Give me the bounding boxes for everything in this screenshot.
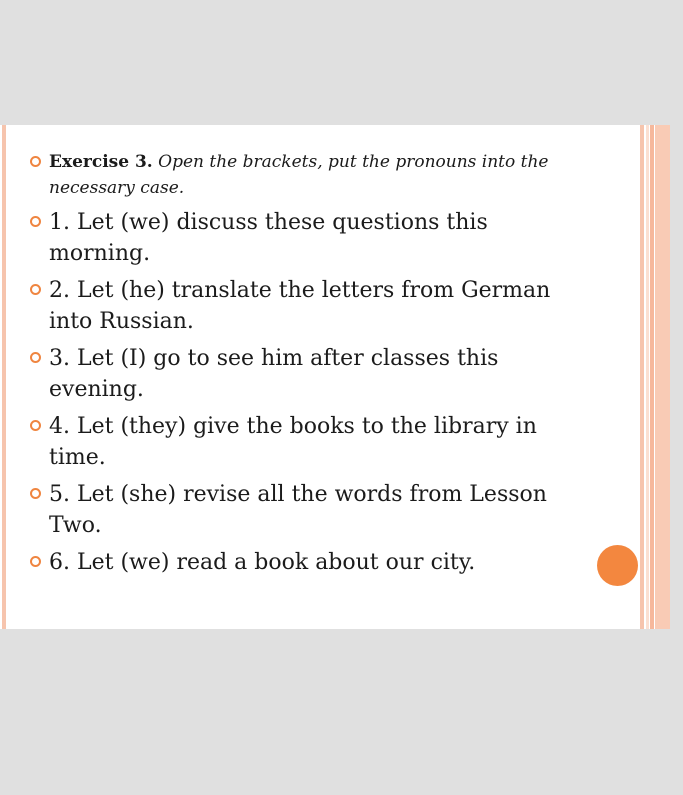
orange-circle-icon — [597, 545, 638, 586]
slide — [0, 125, 670, 629]
exercise-heading — [30, 149, 570, 201]
ring-bullet-icon — [30, 156, 41, 167]
list-item-text: 2. Let (he) translate the letters from German into Russian. — [49, 278, 551, 334]
left-accent-stripe — [2, 125, 6, 629]
list-item-text: 6. Let (we) read a book about our city. — [49, 550, 476, 575]
list-item-text: 3. Let (I) go to see him after classes this evening. — [49, 346, 499, 402]
right-accent-stripe — [640, 125, 644, 629]
ring-bullet-icon — [30, 556, 41, 567]
right-accent-band — [655, 125, 670, 629]
ring-bullet-icon — [30, 420, 41, 431]
list-item-text: 1. Let (we) discuss these questions this morning. — [49, 210, 488, 266]
ring-bullet-icon — [30, 284, 41, 295]
ring-bullet-icon — [30, 352, 41, 363]
ring-bullet-icon — [30, 488, 41, 499]
list-item — [30, 547, 570, 578]
list-item-text: 5. Let (she) revise all the words from Lesson Two. — [49, 482, 547, 538]
exercise-instruction: Open the brackets, put the pronouns into the necessary case. — [49, 152, 549, 198]
ring-bullet-icon — [30, 216, 41, 227]
bullet-list — [30, 149, 570, 584]
exercise-label: Exercise 3. — [49, 152, 153, 172]
list-item — [30, 479, 570, 541]
right-accent-stripe — [650, 125, 654, 629]
list-item — [30, 411, 570, 473]
list-item — [30, 343, 570, 405]
list-item — [30, 207, 570, 269]
right-accent-stripe — [646, 125, 649, 629]
list-item — [30, 275, 570, 337]
list-item-text: 4. Let (they) give the books to the library in time. — [49, 414, 537, 470]
